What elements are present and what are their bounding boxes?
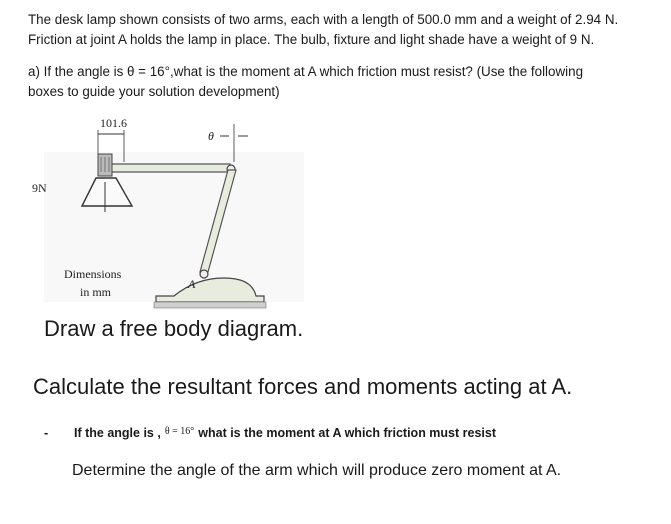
- dimension-label: 101.6: [100, 116, 127, 130]
- table-surface: [154, 302, 266, 308]
- fbd-heading: Draw a free body diagram.: [44, 316, 304, 341]
- weight-label: 9N: [32, 181, 47, 195]
- joint-a-label: A: [188, 277, 196, 291]
- part-a-suffix: ,what is the moment at A which friction must resist? (Use the following: [169, 64, 584, 79]
- joint-a: [200, 270, 208, 278]
- part-a-question: [28, 62, 658, 102]
- problem-statement: [28, 10, 658, 50]
- upper-arm: [108, 164, 230, 172]
- problem-line-1: The desk lamp shown consists of two arms, each with a length of 500.0 mm and a weight of 2.94 N.: [28, 12, 619, 27]
- bullet-dash: -: [44, 426, 49, 440]
- desk-lamp-figure: [24, 112, 314, 312]
- calculate-heading: Calculate the resultant forces and moments acting at A.: [33, 374, 573, 399]
- part-a-line-1: [28, 62, 658, 82]
- dimensions-caption-1: Dimensions: [64, 267, 122, 281]
- part-a-theta: θ = 16°: [127, 64, 170, 79]
- zero-moment-question: Determine the angle of the arm which will produce zero moment at A.: [72, 462, 562, 479]
- bullet-text-after: what is the moment at A which friction must resist: [198, 426, 496, 440]
- problem-line-2: Friction at joint A holds the lamp in place. The bulb, fixture and light shade have a weight of 9 N.: [28, 32, 595, 47]
- bullet-item: [44, 426, 496, 440]
- bullet-theta: θ = 16°: [164, 426, 195, 437]
- bullet-text-before: If the angle is ,: [74, 426, 161, 440]
- dimensions-caption-2: in mm: [80, 285, 112, 299]
- part-a-prefix: a) If the angle is: [28, 64, 127, 79]
- angle-label: θ: [208, 129, 214, 143]
- part-a-line-2: boxes to guide your solution development): [28, 84, 280, 99]
